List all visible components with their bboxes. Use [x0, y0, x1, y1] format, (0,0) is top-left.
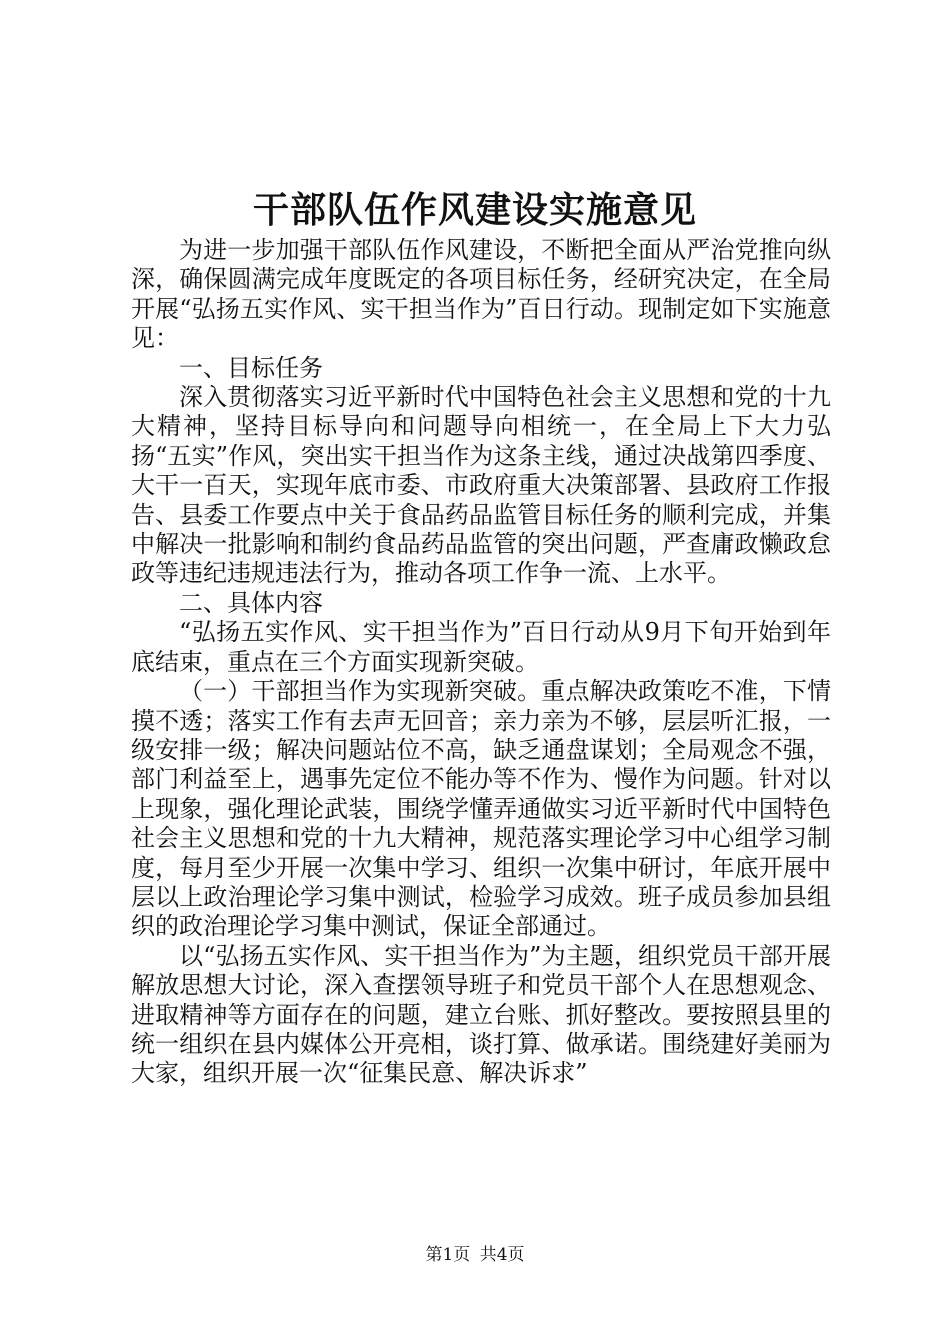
paragraph-goals: 深入贯彻落实习近平新时代中国特色社会主义思想和党的十九大精神，坚持目标导向和问题导向相统一，在全局上下大力弘扬“五实”作风，突出实干担当作为这条主线，通过决战第四季度、大干一百天，实现年底市委、市政府重大决策部署、县政府工作报告、县委工作要点中关于食品药品监管目标任务的顺利完成，并集中解决一批影响和制约食品药品监管的突出问题，严查庸政懒政怠政等违纪违规违法行为，推动各项工作争一流、上水平。	[131, 383, 831, 588]
page-total: 共4页	[479, 1245, 525, 1265]
page-footer	[0, 1244, 950, 1266]
document-body	[131, 236, 831, 1089]
document-title: 干部队伍作风建设实施意见	[252, 189, 697, 231]
paragraph-intro: 为进一步加强干部队伍作风建设，不断把全面从严治党推向纵深，确保圆满完成年度既定的各项目标任务，经研究决定，在全局开展“弘扬五实作风、实干担当作为”百日行动。现制定如下实施意见：	[131, 236, 831, 353]
paragraph-discussion: 以“弘扬五实作风、实干担当作为”为主题，组织党员干部开展解放思想大讨论，深入查摆领导班子和党员干部个人在思想观念、进取精神等方面存在的问题，建立台账、抓好整改。要按照县里的统一组织在县内媒体公开亮相，谈打算、做承诺。围绕建好美丽为大家，组织开展一次“征集民意、解决诉求”	[131, 941, 831, 1088]
page-number: 第1页	[425, 1245, 471, 1265]
paragraph-breakthrough-1: （一）干部担当作为实现新突破。重点解决政策吃不准，下情摸不透；落实工作有去声无回音；亲力亲为不够，层层听汇报，一级安排一级；解决问题站位不高，缺乏通盘谋划；全局观念不强，部门利益至上，遇事先定位不能办等不作为、慢作为问题。针对以上现象，强化理论武装，围绕学懂弄通做实习近平新时代中国特色社会主义思想和党的十九大精神，规范落实理论学习中心组学习制度，每月至少开展一次集中学习、组织一次集中研讨，年底开展中层以上政治理论学习集中测试，检验学习成效。班子成员参加县组织的政治理论学习集中测试，保证全部通过。	[131, 677, 831, 941]
paragraph-content-intro: “弘扬五实作风、实干担当作为”百日行动从9月下旬开始到年底结束，重点在三个方面实现新突破。	[131, 618, 831, 676]
section-heading-goals: 一、目标任务	[179, 353, 323, 382]
section-heading-content: 二、具体内容	[179, 588, 323, 617]
